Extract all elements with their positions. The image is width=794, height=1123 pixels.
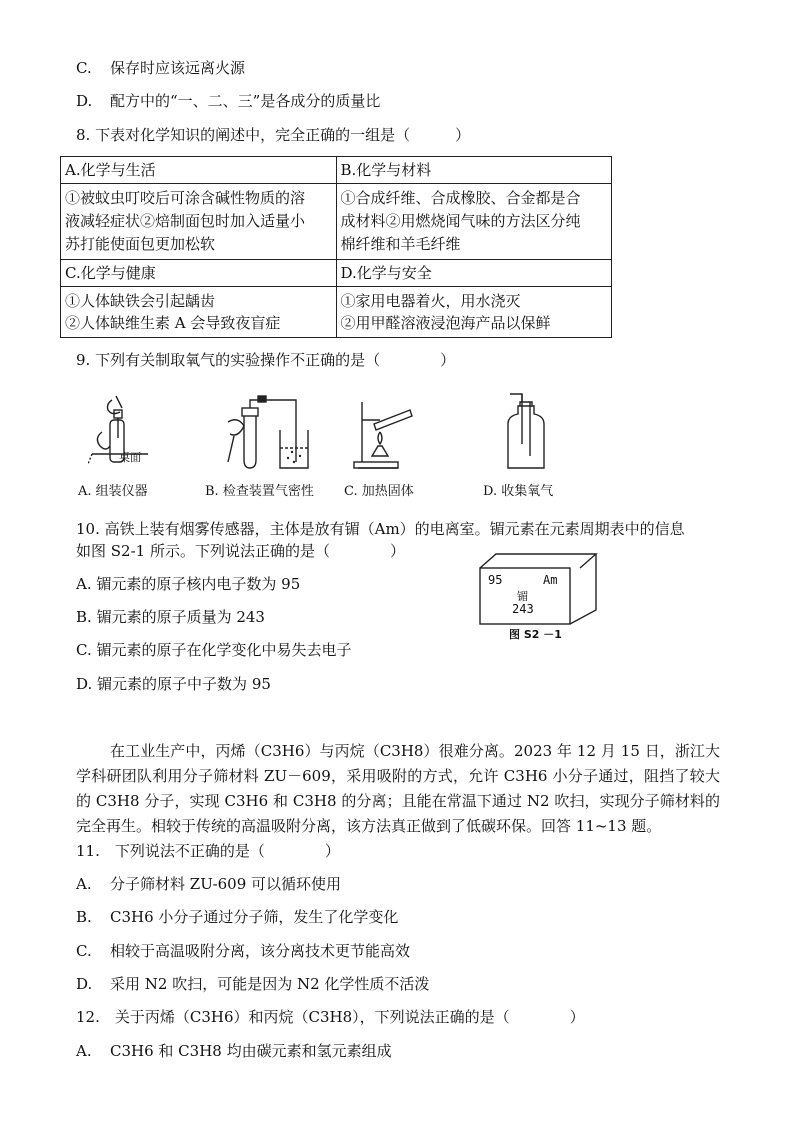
option-letter: C.: [76, 942, 92, 960]
cell-a-body: [61, 184, 337, 260]
option-letter: D.: [76, 975, 93, 993]
cell-line: 棉纤维和羊毛纤维: [340, 235, 461, 253]
cell-line: ①人体缺铁会引起龋齿: [65, 292, 216, 310]
caption-a: A. 组装仪器: [78, 484, 148, 499]
option-text: 相较于高温吸附分离，该分离技术更节能高效: [110, 942, 411, 960]
cell-d-title: D.化学与安全: [336, 260, 612, 287]
element-cell-figure: [478, 552, 598, 628]
question-10-stem-line1: 10. 高铁上装有烟雾传感器，主体是放有镅（Am）的电离室。镅元素在元素周期表中的信息: [76, 520, 685, 538]
cell-line: 成材料②用燃烧闻气味的方法区分纯: [340, 212, 581, 230]
figure-caption-s2-1: 图 S2 －1: [509, 628, 562, 641]
cell-line: 液减轻症状②焙制面包时加入适量小: [65, 212, 306, 230]
cell-c-title: C.化学与健康: [61, 260, 337, 287]
q12-option-a: [76, 1041, 392, 1061]
option-text: 保存时应该远离火源: [110, 59, 246, 77]
option-text: 分子筛材料 ZU-609 可以循环使用: [110, 875, 342, 893]
q10-option-c: [76, 640, 352, 660]
cell-line: ②人体缺维生素 A 会导致夜盲症: [65, 314, 281, 332]
option-letter: B.: [76, 608, 92, 626]
caption-c: C. 加热固体: [344, 484, 414, 499]
option-letter: C.: [76, 641, 92, 659]
option-c: [76, 58, 245, 78]
question-10-stem-line2: 如图 S2-1 所示。下列说法正确的是（ ）: [76, 542, 405, 560]
cell-line: ②用甲醛溶液浸泡海产品以保鲜: [340, 314, 551, 332]
option-letter: A.: [76, 575, 92, 593]
element-mass: 243: [512, 602, 534, 616]
option-text: 镅元素的原子质量为 243: [96, 608, 265, 626]
q11-option-a: [76, 874, 341, 894]
figure-b-airtightness-check: [222, 392, 312, 474]
reading-passage: 在工业生产中，丙烯（C3H6）与丙烷（C3H8）很难分离。2023 年 12 月 15 日，浙江大学科研团队利用分子筛材料 ZU－609，采用吸附的方式，允许 C3H6 小分子通过，阻挡了较大的 C3H8 分子，实现 C3H6 和 C3H8 的分离；且能在常温下通过 N2 吹扫，实现分子筛材料的完全再生。相较于传统的高温吸附分离，该方法真正做到了低碳环保。回答 11~13 题。: [76, 742, 720, 835]
option-d: [76, 91, 380, 111]
q10-option-d: [76, 674, 271, 694]
option-letter: D.: [76, 92, 93, 110]
option-text: 镅元素的原子中子数为 95: [97, 675, 271, 693]
cell-d-body: [336, 287, 612, 338]
question-8-table: [60, 156, 612, 338]
option-text: 配方中的“一、二、三”是各成分的质量比: [110, 92, 381, 110]
element-symbol: Am: [543, 573, 558, 587]
cell-line: 苏打能使面包更加松软: [65, 235, 216, 253]
caption-d: D. 收集氧气: [483, 484, 554, 499]
option-text: C3H6 小分子通过分子筛，发生了化学变化: [110, 908, 399, 926]
cell-b-title: B.化学与材料: [336, 157, 612, 184]
cell-c-body: [61, 287, 337, 338]
cell-line: ①合成纤维、合成橡胶、合金都是合: [340, 189, 581, 207]
caption-b: B. 检查装置气密性: [205, 484, 314, 499]
desk-label: 桌面: [119, 451, 141, 464]
q11-option-d: [76, 974, 429, 994]
option-letter: B.: [76, 908, 92, 926]
question-12-stem: 12. 关于丙烯（C3H6）和丙烷（C3H8），下列说法正确的是（ ）: [76, 1008, 585, 1026]
q10-option-b: [76, 607, 265, 627]
question-9-stem: 9. 下列有关制取氧气的实验操作不正确的是（ ）: [76, 351, 456, 369]
figure-c-heating-solid: [348, 392, 416, 474]
figure-d-collect-oxygen: [500, 390, 552, 474]
option-text: 采用 N2 吹扫，可能是因为 N2 化学性质不活泼: [110, 975, 430, 993]
q10-option-a: [76, 574, 300, 594]
option-letter: A.: [76, 875, 92, 893]
element-number: 95: [488, 573, 503, 587]
cell-line: ①家用电器着火，用水浇灭: [340, 292, 521, 310]
q11-option-c: [76, 941, 410, 961]
option-text: C3H6 和 C3H8 均由碳元素和氢元素组成: [110, 1042, 392, 1060]
q11-option-b: [76, 907, 398, 927]
question-11-stem: 11. 下列说法不正确的是（ ）: [76, 842, 340, 860]
element-name: 镅: [517, 590, 528, 603]
cell-line: ①被蚊虫叮咬后可涂含碱性物质的溶: [65, 189, 306, 207]
option-letter: C.: [76, 59, 92, 77]
option-letter: A.: [76, 1042, 92, 1060]
option-letter: D.: [76, 675, 93, 693]
option-text: 镅元素的原子核内电子数为 95: [96, 575, 301, 593]
option-text: 镅元素的原子在化学变化中易失去电子: [96, 641, 352, 659]
cell-b-body: [336, 184, 612, 260]
question-8-stem: 8. 下表对化学知识的阐述中，完全正确的一组是（ ）: [76, 126, 471, 144]
cell-a-title: A.化学与生活: [61, 157, 337, 184]
